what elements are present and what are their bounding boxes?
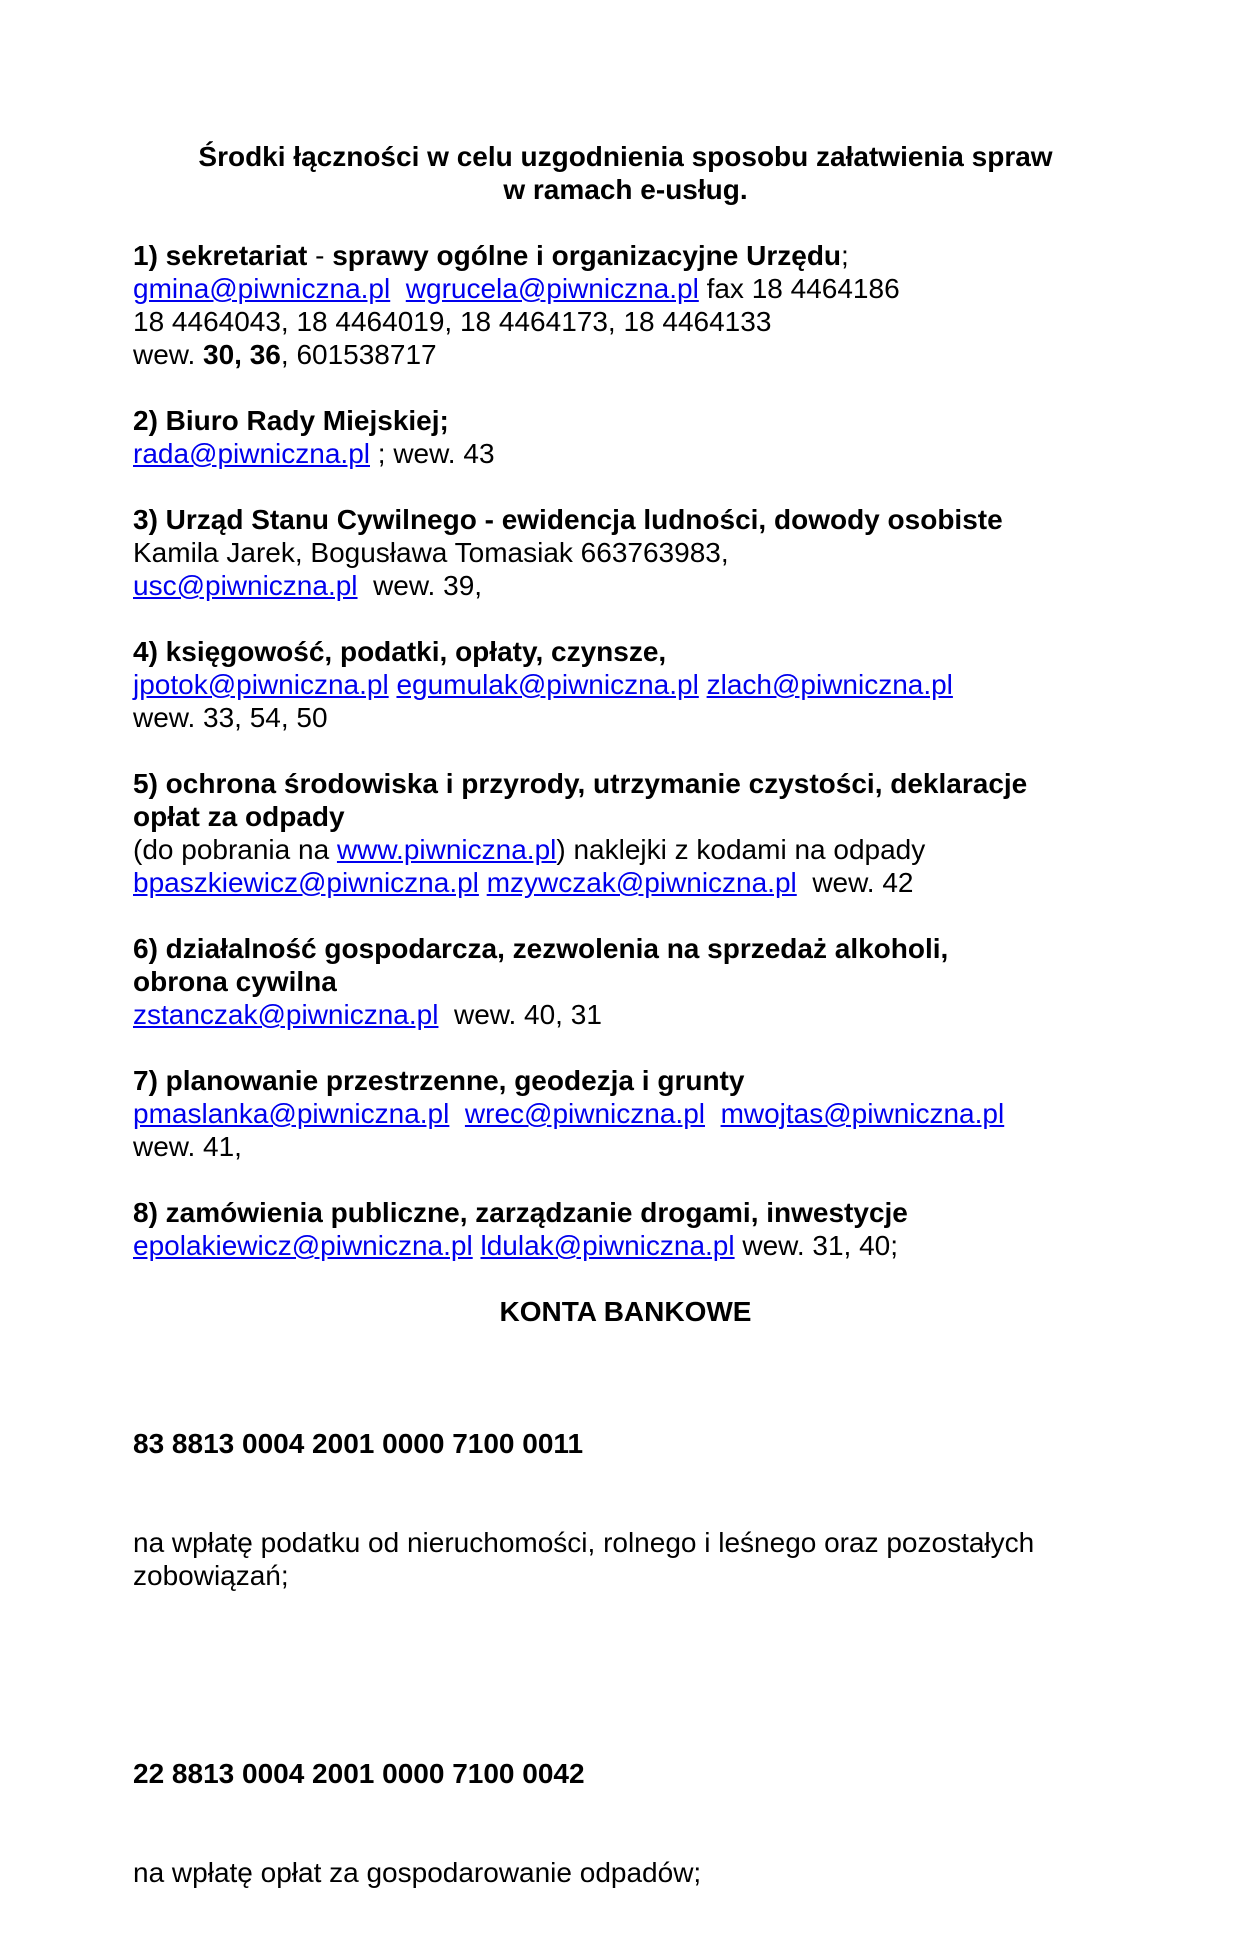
bank-account-description: na wpłatę opłat za gospodarowanie odpadów; (133, 1857, 702, 1888)
bank-account-number: 22 8813 0004 2001 0000 7100 0042 (133, 1758, 585, 1789)
email-link-wrec[interactable]: wrec@piwniczna.pl (464, 1098, 705, 1129)
plain-text (390, 273, 406, 304)
section-2 (133, 404, 1118, 470)
text-line (133, 767, 1118, 800)
text-line (133, 569, 1118, 602)
email-link-mwojtas[interactable]: mwojtas@piwniczna.pl (720, 1098, 1005, 1129)
plain-text: wew. 33, 54, 50 (133, 702, 328, 733)
email-link-ldulak[interactable]: ldulak@piwniczna.pl (480, 1230, 735, 1261)
section-6 (133, 932, 1118, 1031)
email-link-bpaszkiewicz[interactable]: bpaszkiewicz@piwniczna.pl (133, 867, 479, 898)
plain-text (479, 867, 487, 898)
plain-text: wew. 39, (357, 570, 483, 601)
text-line (133, 404, 1118, 437)
bold-text: 8) zamówienia publiczne, zarządzanie drogami, inwestycje (133, 1197, 908, 1228)
bold-text: 7) planowanie przestrzenne, geodezja i grunty (133, 1065, 745, 1096)
email-link-zstanczak[interactable]: zstanczak@piwniczna.pl (133, 999, 439, 1030)
plain-text: (do pobrania na (133, 834, 337, 865)
email-link-epolakiewicz[interactable]: epolakiewicz@piwniczna.pl (133, 1230, 473, 1261)
plain-text (449, 1098, 465, 1129)
plain-text: wew. (133, 339, 204, 370)
text-line (133, 701, 1118, 734)
bank-account-number: 83 8813 0004 2001 0000 7100 0011 (133, 1428, 584, 1459)
plain-text: - (307, 240, 333, 271)
text-line (133, 1097, 1118, 1130)
plain-text (699, 669, 707, 700)
plain-text: ; (841, 240, 849, 271)
text-line (133, 503, 1118, 536)
title-line-2: w ramach e-usług. (503, 174, 748, 205)
bold-text: obrona cywilna (133, 966, 337, 997)
text-line (133, 338, 1118, 371)
bold-text: sprawy ogólne i organizacyjne Urzędu (332, 240, 842, 271)
email-link-jpotok[interactable]: jpotok@piwniczna.pl (133, 669, 389, 700)
plain-text: Kamila Jarek, Bogusława Tomasiak 663763983, (133, 537, 729, 568)
bold-text: 30, 36 (203, 339, 281, 370)
bold-text: 6) działalność gospodarcza, zezwolenia na sprzedaż alkoholi, (133, 933, 949, 964)
text-line (133, 965, 1118, 998)
text-line (133, 305, 1118, 338)
bank-account-2 (133, 1691, 1118, 1955)
plain-text (705, 1098, 721, 1129)
document-title (133, 140, 1118, 206)
contact-sections (133, 239, 1118, 1262)
email-link-egumulak[interactable]: egumulak@piwniczna.pl (396, 669, 699, 700)
bold-text: opłat za odpady (133, 801, 345, 832)
text-line (133, 1196, 1118, 1229)
text-line (133, 668, 1118, 701)
bold-text: 4) księgowość, podatki, opłaty, czynsze, (133, 636, 667, 667)
text-line (133, 536, 1118, 569)
section-1 (133, 239, 1118, 371)
section-4 (133, 635, 1118, 734)
text-line (133, 635, 1118, 668)
section-3 (133, 503, 1118, 602)
text-line (133, 866, 1118, 899)
email-link-wgrucela[interactable]: wgrucela@piwniczna.pl (405, 273, 699, 304)
plain-text: , 601538717 (280, 339, 437, 370)
plain-text: wew. 42 (796, 867, 914, 898)
text-line (133, 1064, 1118, 1097)
bold-text: 2) Biuro Rady Miejskiej; (133, 405, 449, 436)
text-line (133, 1229, 1118, 1262)
section-7 (133, 1064, 1118, 1163)
section-8 (133, 1196, 1118, 1262)
email-link-gmina[interactable]: gmina@piwniczna.pl (133, 273, 391, 304)
bold-text: 3) Urząd Stanu Cywilnego - ewidencja ludności, dowody osobiste (133, 504, 1003, 535)
text-line (133, 437, 1118, 470)
email-link-mzywczak[interactable]: mzywczak@piwniczna.pl (486, 867, 797, 898)
plain-text: fax 18 4464186 (698, 273, 900, 304)
email-link-zlach[interactable]: zlach@piwniczna.pl (706, 669, 953, 700)
email-link-rada[interactable]: rada@piwniczna.pl (133, 438, 370, 469)
plain-text: wew. 31, 40; (734, 1230, 899, 1261)
section-5 (133, 767, 1118, 899)
plain-text: wew. 41, (133, 1131, 242, 1162)
text-line (133, 932, 1118, 965)
bank-account-1 (133, 1361, 1118, 1658)
text-line (133, 239, 1118, 272)
url-link-www.piwniczna.pl[interactable]: www.piwniczna.pl (336, 834, 557, 865)
bold-text: 1) sekretariat (133, 240, 308, 271)
bank-accounts-heading: KONTA BANKOWE (499, 1296, 752, 1327)
plain-text: ; wew. 43 (370, 438, 495, 469)
bold-text: 5) ochrona środowiska i przyrody, utrzymanie czystości, deklaracje (133, 768, 1028, 799)
text-line (133, 1130, 1118, 1163)
email-link-pmaslanka[interactable]: pmaslanka@piwniczna.pl (133, 1098, 450, 1129)
text-line (133, 998, 1118, 1031)
plain-text: 18 4464043, 18 4464019, 18 4464173, 18 4464133 (133, 306, 772, 337)
text-line (133, 272, 1118, 305)
plain-text: ) naklejki z kodami na odpady (556, 834, 926, 865)
bank-account-description: na wpłatę podatku od nieruchomości, rolnego i leśnego oraz pozostałych zobowiązań; (133, 1527, 1043, 1591)
text-line (133, 800, 1118, 833)
text-line (133, 833, 1118, 866)
plain-text: wew. 40, 31 (438, 999, 602, 1030)
title-line-1: Środki łączności w celu uzgodnienia sposobu załatwienia spraw (198, 141, 1053, 172)
email-link-usc[interactable]: usc@piwniczna.pl (133, 570, 358, 601)
